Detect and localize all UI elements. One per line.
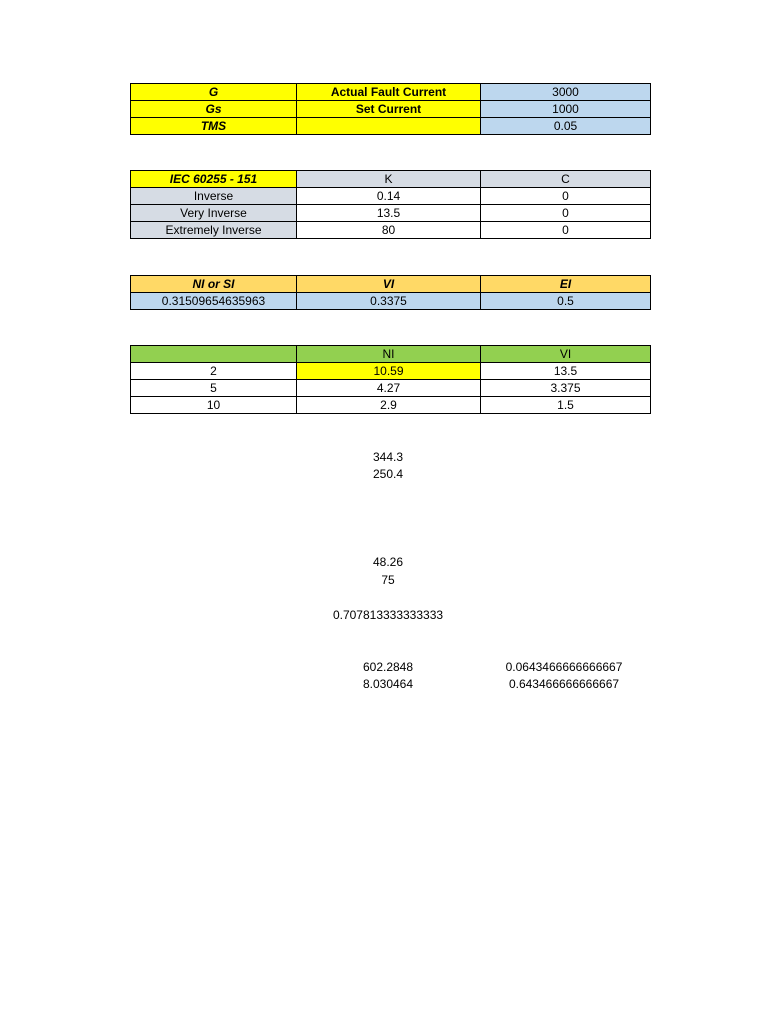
multiple-cell[interactable]: 2	[131, 363, 297, 380]
vi-time-cell[interactable]: 1.5	[481, 397, 651, 414]
table-row	[131, 84, 651, 101]
iec-constants-table	[130, 170, 651, 239]
loose-value-602[interactable]: 602.2848	[362, 660, 414, 674]
param-label-cell[interactable]: Gs	[131, 101, 297, 118]
vi-header[interactable]: VI	[481, 346, 651, 363]
multiple-cell[interactable]: 5	[131, 380, 297, 397]
table-row	[131, 118, 651, 135]
loose-value-0643[interactable]: 0.643466666666667	[508, 677, 620, 691]
iec-standard-header[interactable]: IEC 60255 - 151	[131, 171, 297, 188]
curve-name-cell[interactable]: Inverse	[131, 188, 297, 205]
loose-value-344[interactable]: 344.3	[372, 450, 404, 464]
multiples-table	[130, 345, 651, 414]
curve-name-cell[interactable]: Extremely Inverse	[131, 222, 297, 239]
ei-header[interactable]: EI	[481, 276, 651, 293]
param-label-cell[interactable]: G	[131, 84, 297, 101]
loose-value-250[interactable]: 250.4	[372, 467, 404, 481]
param-value-cell[interactable]: 0.05	[481, 118, 651, 135]
loose-value-75[interactable]: 75	[381, 573, 395, 587]
multiple-cell[interactable]: 10	[131, 397, 297, 414]
loose-value-48[interactable]: 48.26	[372, 555, 404, 569]
vi-value-cell[interactable]: 0.3375	[297, 293, 481, 310]
vi-header[interactable]: VI	[297, 276, 481, 293]
blank-header[interactable]	[131, 346, 297, 363]
table-row	[131, 397, 651, 414]
k-value-cell[interactable]: 13.5	[297, 205, 481, 222]
k-value-cell[interactable]: 0.14	[297, 188, 481, 205]
table-header-row	[131, 171, 651, 188]
params-table	[130, 83, 651, 135]
vi-time-cell[interactable]: 13.5	[481, 363, 651, 380]
loose-value-00643[interactable]: 0.0643466666666667	[505, 660, 623, 674]
k-header[interactable]: K	[297, 171, 481, 188]
table-row	[131, 293, 651, 310]
table-row	[131, 205, 651, 222]
ni-si-value-cell[interactable]: 0.31509654635963	[131, 293, 297, 310]
ni-header[interactable]: NI	[297, 346, 481, 363]
ni-time-cell[interactable]: 10.59	[297, 363, 481, 380]
table-row	[131, 188, 651, 205]
ni-time-cell[interactable]: 2.9	[297, 397, 481, 414]
loose-value-0707[interactable]: 0.707813333333333	[332, 608, 444, 622]
k-value-cell[interactable]: 80	[297, 222, 481, 239]
param-label-cell[interactable]: TMS	[131, 118, 297, 135]
c-value-cell[interactable]: 0	[481, 188, 651, 205]
ni-si-header[interactable]: NI or SI	[131, 276, 297, 293]
table-header-row	[131, 276, 651, 293]
table-row	[131, 363, 651, 380]
curve-name-cell[interactable]: Very Inverse	[131, 205, 297, 222]
param-desc-cell[interactable]: Set Current	[297, 101, 481, 118]
param-value-cell[interactable]: 3000	[481, 84, 651, 101]
param-desc-cell[interactable]: Actual Fault Current	[297, 84, 481, 101]
table-row	[131, 222, 651, 239]
curve-results-table	[130, 275, 651, 310]
ni-time-cell[interactable]: 4.27	[297, 380, 481, 397]
param-desc-cell[interactable]	[297, 118, 481, 135]
vi-time-cell[interactable]: 3.375	[481, 380, 651, 397]
param-value-cell[interactable]: 1000	[481, 101, 651, 118]
table-row	[131, 380, 651, 397]
table-row	[131, 101, 651, 118]
ei-value-cell[interactable]: 0.5	[481, 293, 651, 310]
table-header-row	[131, 346, 651, 363]
loose-value-8030[interactable]: 8.030464	[362, 677, 414, 691]
c-value-cell[interactable]: 0	[481, 205, 651, 222]
c-value-cell[interactable]: 0	[481, 222, 651, 239]
c-header[interactable]: C	[481, 171, 651, 188]
